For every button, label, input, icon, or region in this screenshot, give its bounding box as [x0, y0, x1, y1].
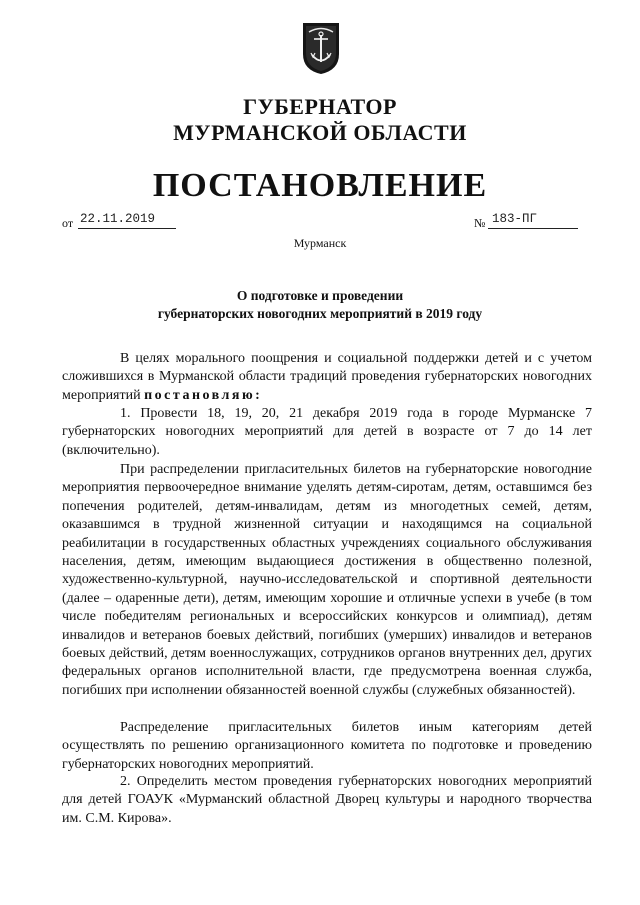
- paragraph-preamble: [62, 350, 592, 405]
- authority-title-line1: ГУБЕРНАТОР: [243, 94, 397, 119]
- paragraph-other-categories: Распределение пригласительных билетов иным категориям детей осуществлять по решению организационного комитета по подготовке и проведению губернаторских новогодних мероприятий.: [62, 720, 592, 772]
- paragraph-priority-categories: При распределении пригласительных билетов на губернаторские новогодние мероприятия первоочередное внимание уделять детям-сиротам, детям, оставшимся без попечения родителей, детям-инвалидам, детям из многодетных семей, детям, оказавшимся в трудной жизненной ситуации и находящимся на социальной реабилитации в государственных областных учреждениях социального обслуживания населения, детям, имеющим выдающиеся достижения в общественно полезной, художественно-культурной, научно-исследовательской и спортивной деятельности (далее – одаренные дети), детям, имеющим хорошие и отличные успехи в учебе (в том числе победителям региональных и всероссийских конкурсов и олимпиад), детям инвалидов и ветеранов боевых действий, погибших (умерших) инвалидов и ветеранов боевых действий, детям военнослужащих, сотрудников органов внутренних дел, других федеральных органов исполнительной власти, где предусмотрена военная служба, погибших при исполнении обязанностей военной службы (служебных обязанностей).: [62, 462, 592, 698]
- authority-title-line2: МУРМАНСКОЙ ОБЛАСТИ: [173, 120, 467, 145]
- date-underline: [78, 228, 176, 229]
- paragraph-item-1: 1. Провести 18, 19, 20, 21 декабря 2019 года в городе Мурманске 7 губернаторских новогодних мероприятий для детей в возрасте от 7 до 14 лет (включительно).: [62, 406, 592, 458]
- number-prefix: №: [474, 216, 486, 230]
- date-value: 22.11.2019: [80, 212, 156, 226]
- document-type-heading: ПОСТАНОВЛЕНИЕ: [152, 167, 488, 204]
- paragraph-item-2: 2. Определить местом проведения губернаторских новогодних мероприятий для детей ГОАУК «Мурманский областной Дворец культуры и народного творчества им. С.М. Кирова».: [62, 774, 592, 826]
- city-name: Мурманск: [293, 236, 347, 250]
- date-prefix: от: [62, 216, 74, 230]
- subject-title-line2: губернаторских новогодних мероприятий в 2019 году: [157, 306, 483, 321]
- preamble-text: В целях морального поощрения и социальной поддержки детей и с учетом сложившихся в Мурманской области традиций проведения губернаторских новогодних мероприятий: [62, 351, 592, 403]
- subject-title-line1: О подготовке и проведении: [236, 288, 404, 303]
- coat-of-arms-emblem-icon: [300, 20, 342, 76]
- number-value: 183-ПГ: [492, 212, 538, 226]
- decree-keyword: постановляю:: [144, 387, 263, 403]
- number-underline: [488, 228, 578, 229]
